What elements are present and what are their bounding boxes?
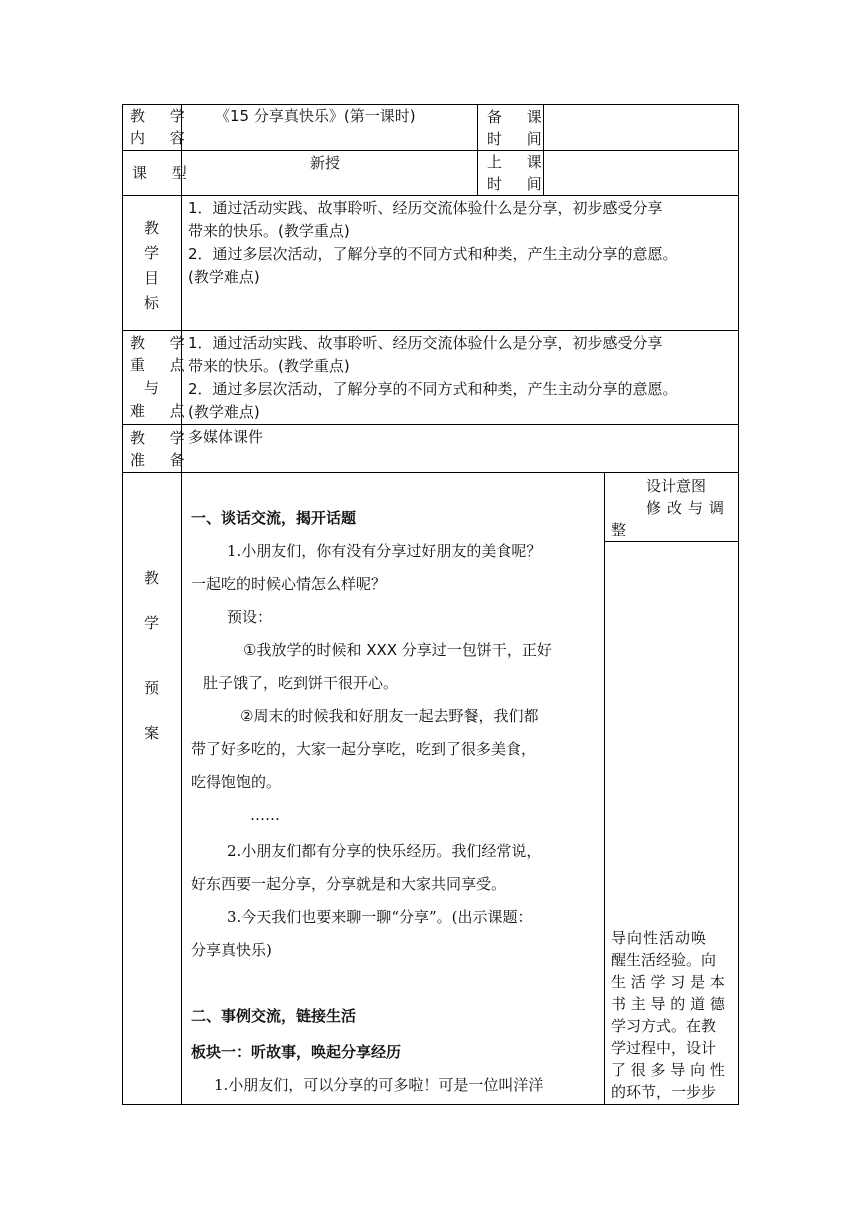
side-note-line-7: 了 很 多 导 向 性 bbox=[611, 1061, 725, 1079]
block-1-title: 板块一：听故事，唤起分享经历 bbox=[191, 1043, 402, 1061]
type-label: 课 型 bbox=[132, 164, 197, 182]
question-2-line-2: 好东西要一起分享，分享就是和大家共同享受。 bbox=[191, 875, 507, 893]
design-intent-header: 设计意图 bbox=[646, 477, 707, 495]
row-divider-1 bbox=[122, 150, 739, 151]
key-points-label-line-4: 难 点 bbox=[130, 402, 195, 420]
side-column-divider bbox=[604, 472, 605, 1105]
story-line-1: 1.小朋友们，可以分享的可多啦！可是一位叫洋洋 bbox=[214, 1076, 544, 1094]
key-points-label-line-3: 与 bbox=[144, 379, 160, 397]
plan-label-char-4: 案 bbox=[144, 724, 160, 742]
revise-header-line-2: 整 bbox=[611, 521, 627, 539]
section-2-title: 二、事例交流，链接生活 bbox=[191, 1007, 357, 1025]
key-points-line-3: 2．通过多层次活动，了解分享的不同方式和种类，产生主动分享的意愿。 bbox=[188, 380, 678, 398]
preset-label: 预设： bbox=[227, 608, 273, 626]
goals-label-char-3: 目 bbox=[144, 269, 160, 287]
label-column-divider bbox=[181, 104, 182, 1105]
goals-line-4: (教学难点) bbox=[188, 268, 260, 286]
answer-2-line-3: 吃得饱饱的。 bbox=[191, 773, 282, 791]
answer-1-line-2: 肚子饿了，吃到饼干很开心。 bbox=[203, 674, 399, 692]
row-divider-4 bbox=[122, 424, 739, 425]
goals-line-3: 2．通过多层次活动，了解分享的不同方式和种类，产生主动分享的意愿。 bbox=[188, 245, 678, 263]
preparation-label-line-1: 教 学 bbox=[130, 429, 195, 447]
answer-2-line-2: 带了好多吃的，大家一起分享吃，吃到了很多美食， bbox=[191, 740, 537, 758]
key-points-line-2: 带来的快乐。(教学重点) bbox=[188, 357, 350, 375]
ellipsis: …… bbox=[250, 806, 280, 824]
plan-label-char-1: 教 bbox=[144, 569, 160, 587]
side-note-line-2: 醒生活经验。向 bbox=[611, 951, 717, 969]
prep-time-label-line-2: 时 间 bbox=[487, 130, 552, 148]
content-label-line-1: 教 学 bbox=[130, 107, 195, 125]
prep-time-label-line-1: 备 课 bbox=[487, 108, 552, 126]
side-note-line-4: 书 主 导 的 道 德 bbox=[611, 995, 725, 1013]
answer-2-line-1: ②周末的时候我和好朋友一起去野餐，我们都 bbox=[240, 707, 539, 725]
goals-label-char-4: 标 bbox=[144, 294, 160, 312]
lesson-title: 《15 分享真快乐》(第一课时) bbox=[215, 107, 416, 125]
side-header-divider bbox=[604, 541, 739, 542]
side-note-line-3: 生 活 学 习 是 本 bbox=[611, 973, 725, 991]
side-note-line-1: 导向性活动唤 bbox=[611, 929, 708, 947]
prep-label-left-divider bbox=[477, 104, 478, 196]
row-divider-5 bbox=[122, 472, 739, 473]
goals-line-2: 带来的快乐。(教学重点) bbox=[188, 222, 350, 240]
key-points-line-4: (教学难点) bbox=[188, 403, 260, 421]
question-3-line-1: 3.今天我们也要来聊一聊“分享”。(出示课题： bbox=[227, 908, 533, 926]
question-2-line-1: 2.小朋友们都有分享的快乐经历。我们经常说， bbox=[227, 842, 542, 860]
revise-header-line-1: 修改与调 bbox=[646, 499, 731, 517]
lesson-type-value: 新授 bbox=[310, 154, 341, 172]
section-1-title: 一、谈话交流，揭开话题 bbox=[191, 509, 357, 527]
goals-line-1: 1．通过活动实践、故事聆听、经历交流体验什么是分享，初步感受分享 bbox=[188, 199, 663, 217]
side-note-line-5: 学习方式。在教 bbox=[611, 1017, 717, 1035]
plan-label-char-2: 学 bbox=[144, 614, 160, 632]
class-time-label-line-2: 时 间 bbox=[487, 175, 552, 193]
preparation-label-line-2: 准 备 bbox=[130, 451, 195, 469]
key-points-line-1: 1．通过活动实践、故事聆听、经历交流体验什么是分享，初步感受分享 bbox=[188, 334, 663, 352]
goals-label-char-1: 教 bbox=[144, 219, 160, 237]
table-border-bottom bbox=[122, 1104, 739, 1105]
answer-1-line-1: ①我放学的时候和 XXX 分享过一包饼干，正好 bbox=[243, 641, 552, 659]
question-3-line-2: 分享真快乐) bbox=[191, 941, 272, 959]
table-border-right bbox=[738, 104, 739, 1105]
table-border-left bbox=[122, 104, 123, 1105]
class-time-label-line-1: 上 课 bbox=[487, 153, 552, 171]
side-note-line-8: 的环节，一步步 bbox=[611, 1083, 717, 1101]
goals-label-char-2: 学 bbox=[144, 244, 160, 262]
key-points-label-line-1: 教 学 bbox=[130, 334, 195, 352]
preparation-value: 多媒体课件 bbox=[188, 428, 264, 446]
key-points-label-line-2: 重 点 bbox=[130, 356, 195, 374]
plan-label-char-3: 预 bbox=[144, 679, 160, 697]
content-label-line-2: 内 容 bbox=[130, 129, 195, 147]
row-divider-2 bbox=[122, 195, 739, 196]
question-1-line-1: 1.小朋友们，你有没有分享过好朋友的美食呢？ bbox=[227, 542, 542, 560]
question-1-line-2: 一起吃的时候心情怎么样呢？ bbox=[191, 575, 387, 593]
side-note-line-6: 学过程中，设计 bbox=[611, 1039, 717, 1057]
row-divider-3 bbox=[122, 330, 739, 331]
